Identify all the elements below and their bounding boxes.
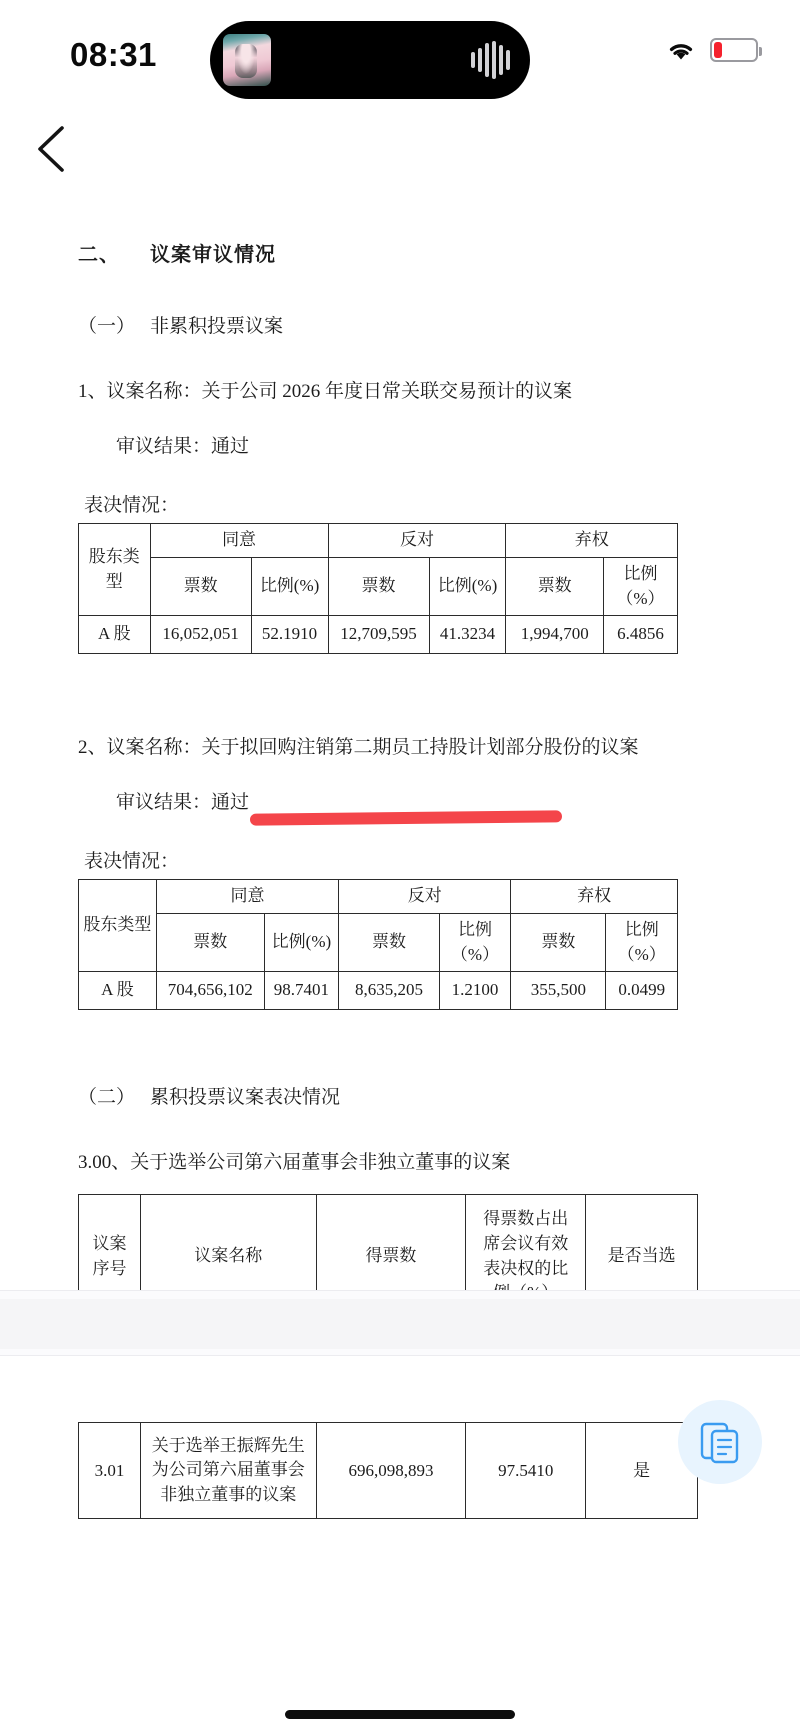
subsection-number: （一）	[78, 316, 136, 337]
proposal-1-name-line	[78, 382, 722, 401]
table-2-agree-pct: 98.7401	[264, 972, 338, 1010]
proposal-1-index: 1、	[78, 381, 107, 402]
subsection-2-title: 累积投票议案表决情况	[150, 1087, 341, 1108]
table-4-name-line1: 关于选举王振辉先生	[151, 1435, 305, 1455]
table-2-group-abstain: 弃权	[511, 880, 678, 914]
table-1-group-against: 反对	[328, 524, 506, 558]
table-4-name	[140, 1423, 316, 1519]
table-1-abstain-pct-header-line1: 比例	[623, 563, 658, 583]
table-2-row-header: 股东类型	[79, 880, 157, 972]
document-page-2	[0, 1356, 800, 1656]
table-row	[79, 972, 678, 1010]
table-1-abstain-pct-header	[603, 558, 677, 616]
section-heading	[78, 245, 722, 265]
table-2-abstain-votes: 355,500	[511, 972, 606, 1010]
subsection-2-number: （二）	[78, 1087, 136, 1108]
vote-table-2	[78, 879, 678, 1010]
proposal-2-result-line	[78, 793, 722, 812]
subsection-heading	[78, 317, 722, 336]
audio-waveform-icon	[471, 41, 510, 79]
subsection-2-heading	[78, 1088, 722, 1107]
proposal-1-result: 通过	[211, 436, 250, 457]
table-3-ratio-header-line1: 得票数占出	[483, 1209, 569, 1229]
table-2-against-pct-header-line1: 比例	[458, 919, 493, 939]
table-1-group-header-row	[79, 524, 678, 558]
proposal-2-result-label: 审议结果：	[116, 792, 212, 813]
table-1-agree-votes: 16,052,051	[150, 616, 251, 654]
table-2-against-pct-header	[439, 914, 510, 972]
table-1-against-pct-header: 比例(%)	[429, 558, 506, 616]
table-1-row-header: 股东类型	[79, 524, 151, 616]
table-2-agree-votes-header: 票数	[156, 914, 264, 972]
table-2-agree-votes: 704,656,102	[156, 972, 264, 1010]
table-3-seq-header-line2: 序号	[92, 1258, 127, 1278]
video-thumbnail	[223, 34, 271, 86]
vote-table-4	[78, 1422, 698, 1519]
table-2-agree-pct-header: 比例(%)	[264, 914, 338, 972]
table-1-group-abstain: 弃权	[506, 524, 678, 558]
wifi-icon	[666, 39, 696, 62]
table-2-against-pct-header-line2: （%）	[450, 944, 500, 964]
proposal-1-name: 关于公司 2026 年度日常关联交易预计的议案	[201, 381, 573, 402]
battery-low-icon	[710, 38, 758, 62]
status-bar	[0, 0, 800, 112]
proposal-2-name-label: 议案名称：	[106, 737, 202, 758]
proposal-1-votes-label: 表决情况：	[84, 495, 180, 516]
proposal-2-result: 通过	[211, 792, 250, 813]
back-button[interactable]	[28, 120, 84, 178]
table-1-against-pct: 41.3234	[429, 616, 506, 654]
chevron-left-icon	[28, 120, 84, 178]
table-3-seq-header-line1: 议案	[92, 1233, 127, 1253]
section-number: 二、	[78, 244, 120, 266]
document-scan-icon	[699, 1419, 741, 1465]
table-1-sub-header-row	[79, 558, 678, 616]
table-3-ratio-header-line2: 席会议有效	[483, 1233, 569, 1253]
page-separator	[0, 1290, 800, 1356]
table-1-against-votes: 12,709,595	[328, 616, 429, 654]
proposal-1-result-line	[78, 437, 722, 456]
table-4-ratio: 97.5410	[466, 1423, 586, 1519]
table-2-against-pct: 1.2100	[439, 972, 510, 1010]
table-1-agree-pct: 52.1910	[251, 616, 328, 654]
table-row	[79, 616, 678, 654]
table-3-ratio-header-line3: 表决权的比	[483, 1258, 569, 1278]
table-4-name-line2: 为公司第六届董事会	[151, 1460, 305, 1480]
table-2-abstain-votes-header: 票数	[511, 914, 606, 972]
table-2-abstain-pct: 0.0499	[606, 972, 678, 1010]
table-2-against-votes-header: 票数	[339, 914, 440, 972]
proposal-1-result-label: 审议结果：	[116, 436, 212, 457]
table-2-shareholder-type: A 股	[79, 972, 157, 1010]
table-2-sub-header-row	[79, 914, 678, 972]
dynamic-island[interactable]	[210, 21, 530, 99]
table-4-votes: 696,098,893	[316, 1423, 466, 1519]
table-2-abstain-pct-header	[606, 914, 678, 972]
table-1-abstain-pct-header-line2: （%）	[616, 588, 665, 608]
document-page	[0, 190, 800, 1319]
table-4-elected: 是	[586, 1423, 698, 1519]
section-title: 议案审议情况	[150, 244, 276, 266]
table-2-abstain-pct-header-line2: （%）	[617, 944, 666, 964]
table-2-group-against: 反对	[339, 880, 511, 914]
table-2-group-agree: 同意	[156, 880, 338, 914]
subsection-title: 非累积投票议案	[150, 316, 284, 337]
home-indicator[interactable]	[285, 1710, 515, 1719]
table-3-votes-header: 得票数	[316, 1195, 466, 1319]
table-3-name-header: 议案名称	[140, 1195, 316, 1319]
table-1-shareholder-type: A 股	[79, 616, 151, 654]
status-bar-time: 08:31	[70, 36, 157, 73]
table-1-against-votes-header: 票数	[328, 558, 429, 616]
table-2-group-header-row	[79, 880, 678, 914]
proposal-2-name: 关于拟回购注销第二期员工持股计划部分股份的议案	[201, 737, 639, 758]
table-1-group-agree: 同意	[150, 524, 328, 558]
document-scan-button[interactable]	[678, 1400, 762, 1484]
proposal-1-name-label: 议案名称：	[106, 381, 202, 402]
table-1-agree-pct-header: 比例(%)	[251, 558, 328, 616]
table-1-abstain-votes-header: 票数	[506, 558, 603, 616]
status-bar-indicators	[666, 38, 758, 62]
proposal-2-votes-label: 表决情况：	[84, 851, 180, 872]
table-4-name-line3: 非独立董事的议案	[160, 1484, 297, 1504]
table-1-agree-votes-header: 票数	[150, 558, 251, 616]
table-2-against-votes: 8,635,205	[339, 972, 440, 1010]
proposal-2-index: 2、	[78, 737, 107, 758]
table-4-seq: 3.01	[79, 1423, 141, 1519]
table-3-elected-header: 是否当选	[586, 1195, 698, 1319]
table-row	[79, 1423, 698, 1519]
proposal-3-title: 3.00、关于选举公司第六届董事会非独立董事的议案	[78, 1152, 511, 1173]
navigation-bar	[0, 112, 800, 190]
vote-table-1	[78, 523, 678, 654]
table-1-abstain-pct: 6.4856	[603, 616, 677, 654]
proposal-2-name-line	[78, 738, 722, 757]
table-2-abstain-pct-header-line1: 比例	[624, 919, 659, 939]
table-1-abstain-votes: 1,994,700	[506, 616, 603, 654]
